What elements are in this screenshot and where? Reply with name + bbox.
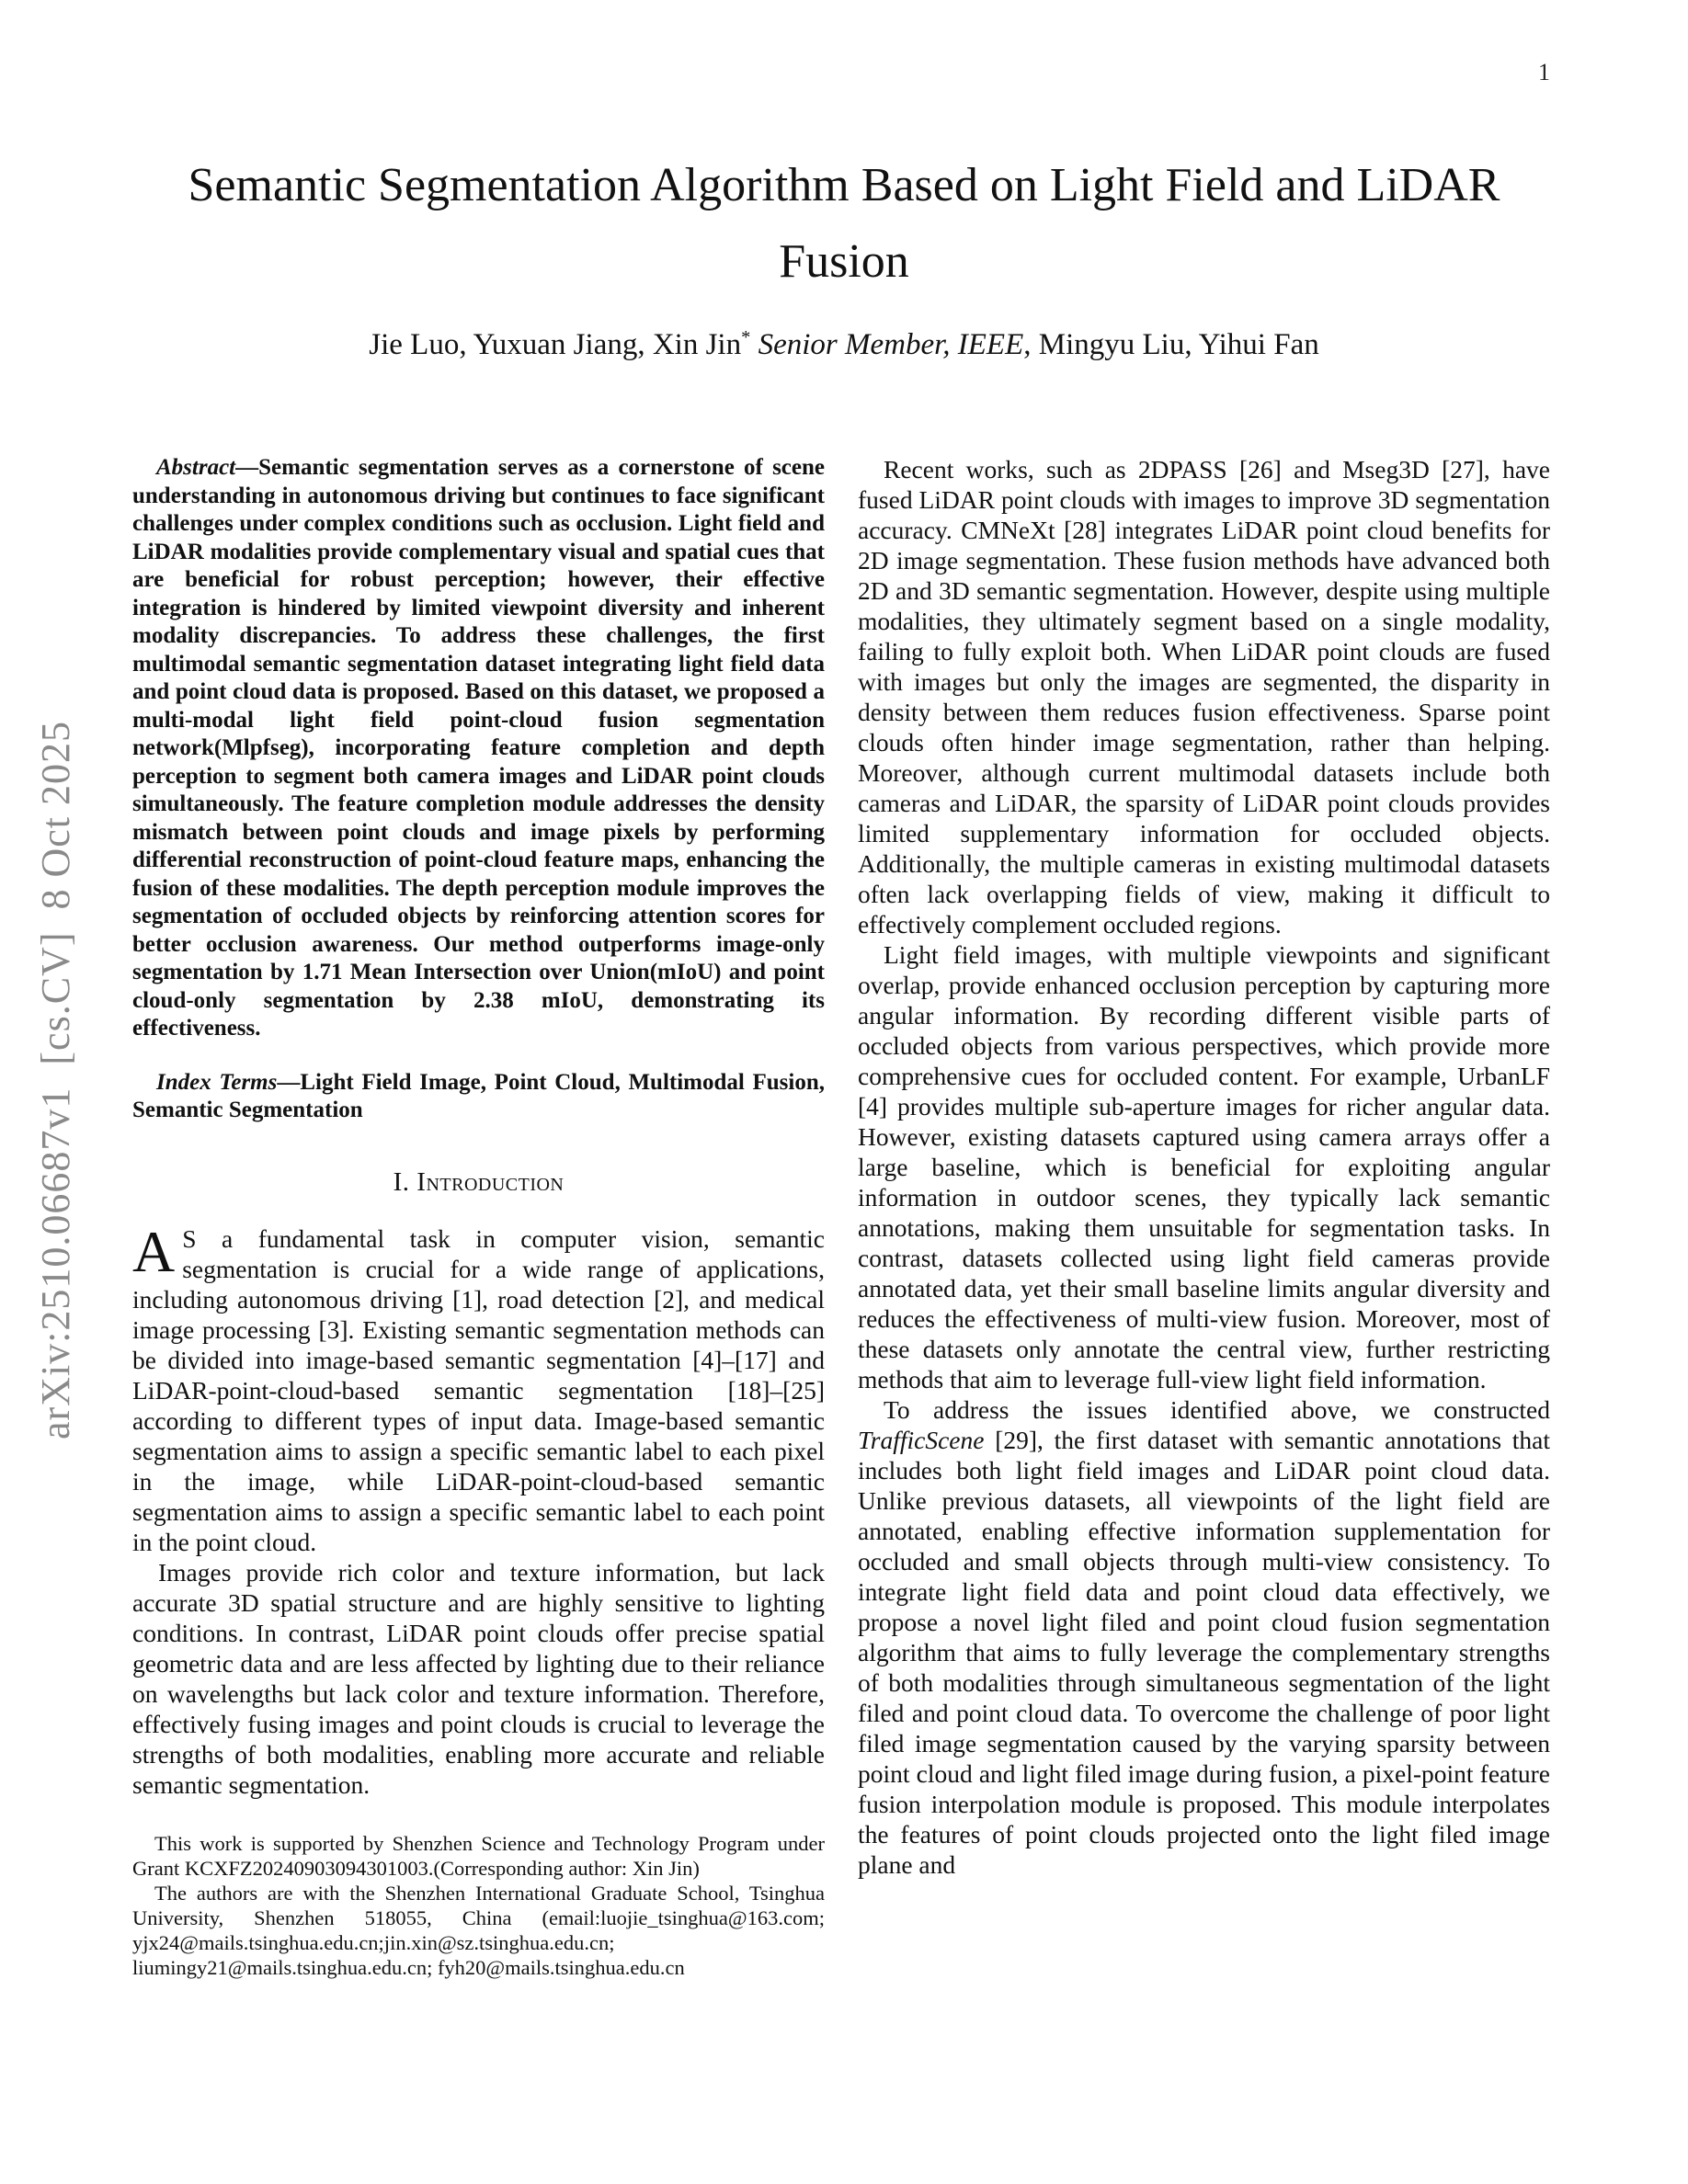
right-paragraph-3	[858, 1394, 1550, 1880]
index-terms	[132, 1069, 825, 1125]
abstract	[132, 454, 825, 1043]
index-terms-label: Index Terms	[156, 1069, 278, 1095]
intro-paragraph-1-text: S a fundamental task in computer vision, semantic segmentation is crucial for a wide range of applications, including autonomous driving [1], road detection [2], and medical image processing [3]. Existing semantic segmentation methods can be divided into image-based semantic segmentation [4]–[17] and LiDAR-point-cloud-based semantic segmentation [18]–[25] according to different types of input data. Image-based semantic segmentation aims to assign a specific semantic label to each pixel in the image, while LiDAR-point-cloud-based semantic segmentation aims to assign a specific semantic label to each point in the point cloud.	[132, 1223, 825, 1556]
index-terms-text: —Light Field Image, Point Cloud, Multimodal Fusion, Semantic Segmentation	[132, 1069, 825, 1122]
right-paragraph-2: Light field images, with multiple viewpoints and significant overlap, provide enhanced occlusion perception by capturing more angular information. By recording different visible parts of occluded objects from various perspectives, which provide more comprehensive cues for occluded content. For example, UrbanLF [4] provides multiple sub-aperture images for richer angular data. However, existing datasets captured using camera arrays offer a large baseline, which is beneficial for exploiting angular information in outdoor scenes, they typically lack semantic annotations, making them unsuitable for segmentation tasks. In contrast, datasets collected using light field cameras provide annotated data, yet their small baseline limits angular diversity and reduces the effectiveness of multi-view fusion. Moreover, most of these datasets only annotate the central view, further restricting methods that aim to leverage full-view light field information.	[858, 940, 1550, 1393]
paper-title-line-1: Semantic Segmentation Algorithm Based on Light Field and LiDAR	[188, 159, 1500, 211]
arxiv-watermark: arXiv:2510.06687v1 [cs.CV] 8 Oct 2025	[33, 721, 78, 1440]
footnote-block	[132, 1831, 825, 1980]
paper-title-line-2: Fusion	[779, 235, 909, 289]
page-number: 1	[1538, 59, 1550, 85]
abstract-text: —Semantic segmentation serves as a cornerstone of scene understanding in autonomous driving but continues to face significant challenges under complex conditions such as occlusion. Light field and LiDAR modalities provide complementary visual and spatial cues that are beneficial for robust perception; however, their effective integration is hindered by limited viewpoint diversity and inherent modality discrepancies. To address these challenges, the first multimodal semantic segmentation dataset integrating light field data and point cloud data is proposed. Based on this dataset, we proposed a multi-modal light field point-cloud fusion segmentation network(Mlpfseg), incorporating feature completion and depth perception to segment both camera images and LiDAR point clouds simultaneously. The feature completion module addresses the density mismatch between point clouds and image pixels by performing differential reconstruction of point-cloud feature maps, enhancing the fusion of these modalities. The depth perception module improves the segmentation of occluded objects by reinforcing attention scores for better occlusion awareness. Our method outperforms image-only segmentation by 1.71 Mean Intersection over Union(mIoU) and point cloud-only segmentation by 2.38 mIoU, demonstrating its effectiveness.	[132, 455, 825, 1041]
right-paragraph-1: Recent works, such as 2DPASS [26] and Mseg3D [27], have fused LiDAR point clouds with images to improve 3D segmentation accuracy. CMNeXt [28] integrates LiDAR point cloud benefits for 2D image segmentation. These fusion methods have advanced both 2D and 3D semantic segmentation. However, despite using multiple modalities, they ultimately segment based on a single modality, failing to fully exploit both. When LiDAR point clouds are fused with images but only the images are segmented, the disparity in density between them reduces fusion effectiveness. Sparse point clouds often hinder image segmentation, rather than helping. Moreover, although current multimodal datasets include both cameras and LiDAR, the sparsity of LiDAR point clouds provides limited supplementary information for occluded objects. Additionally, the multiple cameras in existing multimodal datasets often lack overlapping fields of view, making it difficult to effectively complement occluded regions.	[858, 455, 1550, 938]
footnote-funding: This work is supported by Shenzhen Science and Technology Program under Grant KCXFZ20240903094301003.(Corresponding author: Xin Jin)	[132, 1831, 825, 1880]
abstract-label: Abstract	[156, 455, 236, 480]
footnote-affiliation: The authors are with the Shenzhen International Graduate School, Tsinghua University, Shenzhen 518055, China (email:luojie_tsinghua@163.com; yjx24@mails.tsinghua.edu.cn;jin.xin@sz.tsinghua.edu.cn; liumingy21@mails.tsinghua.edu.cn; fyh20@mails.tsinghua.edu.cn	[132, 1881, 825, 1979]
dataset-name: TrafficScene	[858, 1426, 985, 1454]
intro-paragraph-2: Images provide rich color and texture information, but lack accurate 3D spatial structure and are highly sensitive to lighting conditions. In contrast, LiDAR point clouds offer precise spatial geometric data and are less affected by lighting due to their reliance on wavelengths but lack color and texture information. Therefore, effectively fusing images and point clouds is crucial to leverage the strengths of both modalities, enabling more accurate and reliable semantic segmentation.	[132, 1557, 825, 1799]
section-heading-introduction: I. Introduction	[393, 1166, 565, 1197]
paper-title	[108, 147, 1580, 300]
paper-header	[108, 147, 1580, 362]
right-column	[858, 454, 1550, 1880]
right-paragraph-3-end: [29], the first dataset with semantic annotations that includes both light field images and LiDAR point cloud data. Unlike previous datasets, all viewpoints of the light field are annotated, enabling effective information supplementation for occluded and small objects through multi-view consistency. To integrate light field data and point cloud data effectively, we propose a novel light filed and point cloud fusion segmentation algorithm that aims to fully leverage the complementary strengths of both modalities through simultaneous segmentation of the light filed and point cloud data. To overcome the challenge of poor light filed image segmentation caused by the varying sparsity between point cloud and light filed image during fusion, a pixel-point feature fusion interpolation module is proposed. This module interpolates the features of point clouds projected onto the light filed image plane and	[858, 1426, 1550, 1879]
author-names: Jie Luo, Yuxuan Jiang, Xin Jin	[369, 328, 742, 362]
author-membership: Senior Member, IEEE	[750, 328, 1024, 362]
author-names-cont: , Mingyu Liu, Yihui Fan	[1023, 328, 1319, 362]
left-column	[132, 454, 825, 1980]
intro-paragraph-1	[132, 1218, 825, 1557]
corresponding-author-mark: *	[741, 327, 751, 348]
right-paragraph-3-start: To address the issues identified above, we constructed	[884, 1395, 1550, 1424]
dropcap-letter: A	[132, 1218, 176, 1284]
author-line	[108, 327, 1580, 362]
